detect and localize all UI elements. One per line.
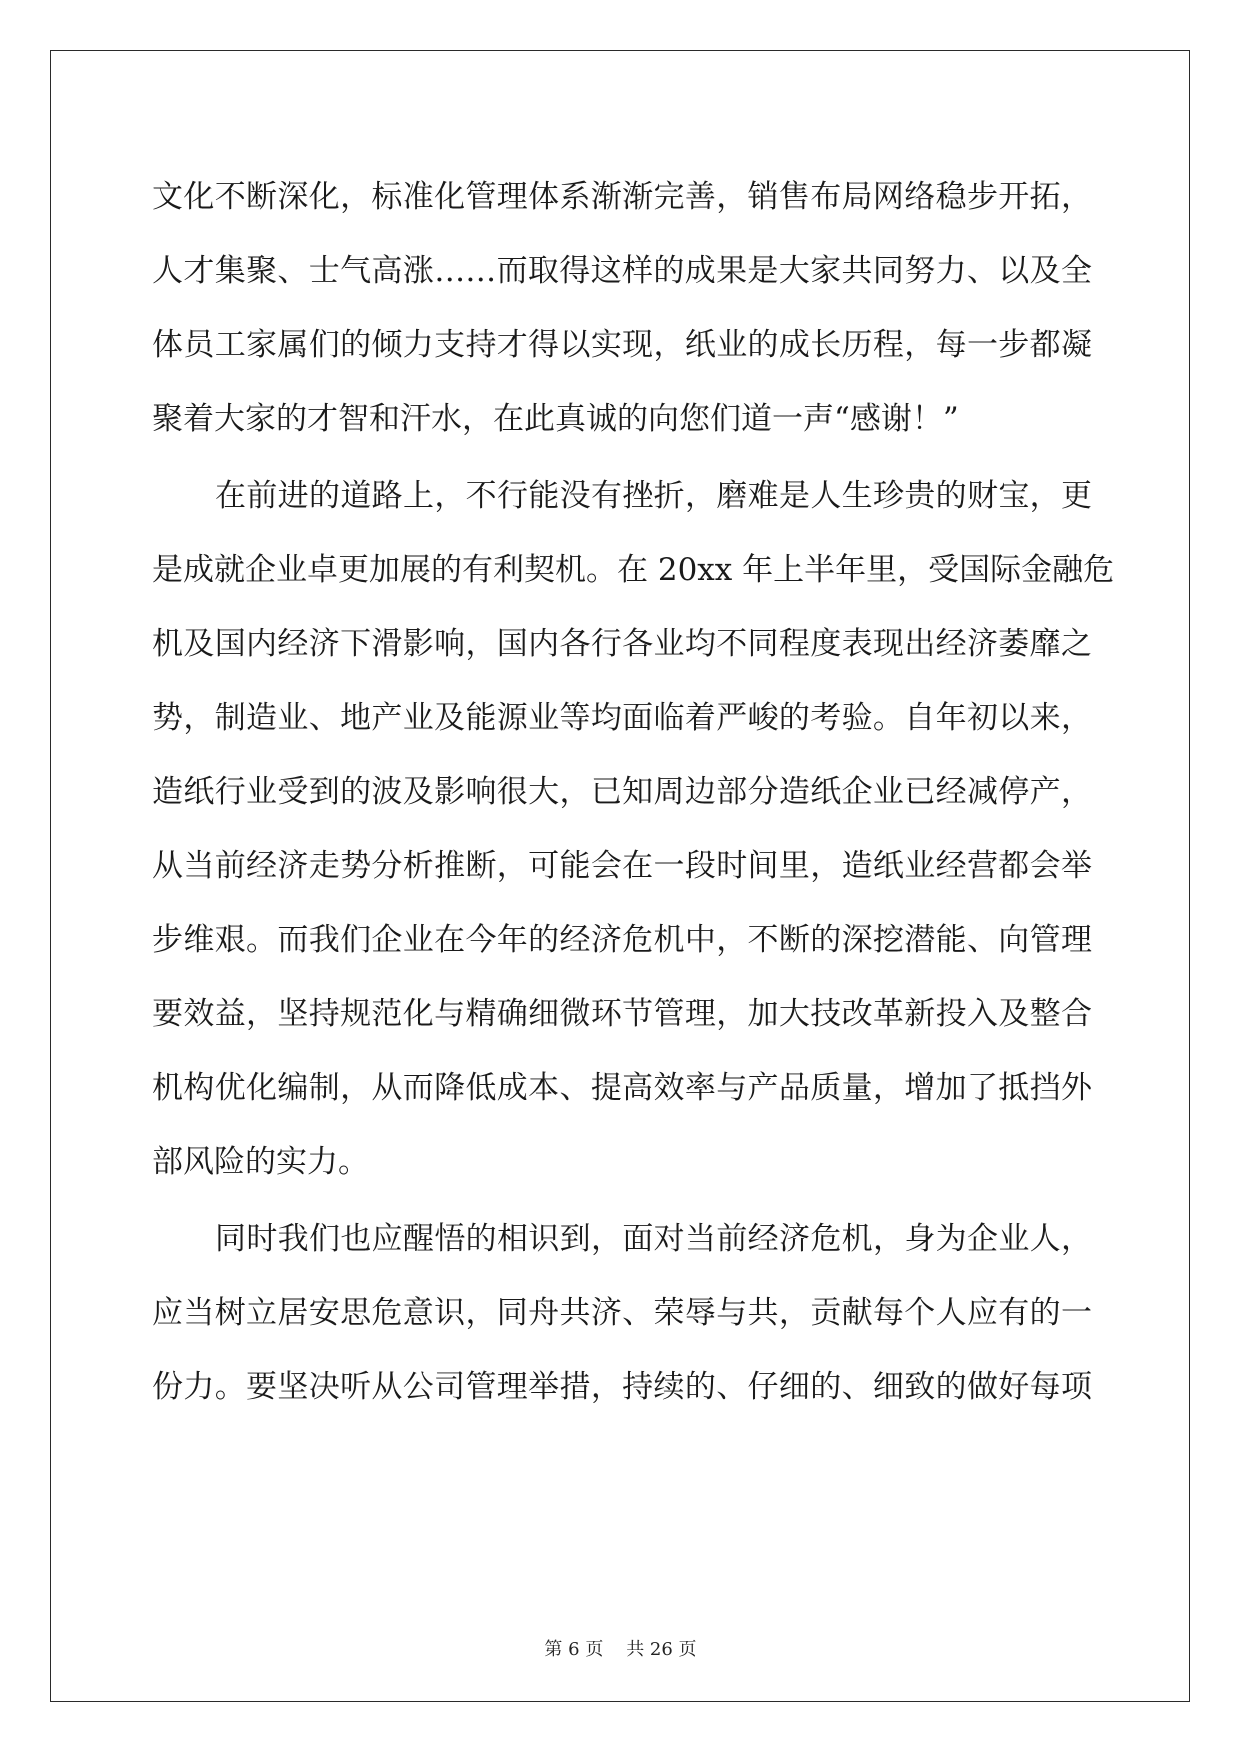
- text-line: 要效益，坚持规范化与精确细微环节管理，加大技改革新投入及整合: [152, 996, 1092, 1032]
- text-line: 部风险的实力。: [152, 1144, 369, 1180]
- text-line: 步维艰。而我们企业在今年的经济危机中，不断的深挖潜能、向管理: [152, 922, 1092, 958]
- text-line: 造纸行业受到的波及影响很大，已知周边部分造纸企业已经减停产，: [152, 774, 1092, 810]
- text-line: 同时我们也应醒悟的相识到，面对当前经济危机，身为企业人，: [215, 1221, 1092, 1257]
- page-number: 第 6 页 共 26 页: [544, 1639, 697, 1660]
- text-line: 势，制造业、地产业及能源业等均面临着严峻的考验。自年初以来，: [152, 700, 1092, 736]
- text-line: 聚着大家的才智和汗水，在此真诚的向您们道一声“感谢！”: [152, 401, 959, 437]
- text-line: 机构优化编制，从而降低成本、提高效率与产品质量，增加了抵挡外: [152, 1070, 1092, 1106]
- text-line: 份力。要坚决听从公司管理举措，持续的、仔细的、细致的做好每项: [152, 1369, 1092, 1405]
- text-line: 是成就企业卓更加展的有利契机。在 20xx 年上半年里，受国际金融危: [152, 552, 1115, 588]
- text-line: 在前进的道路上，不行能没有挫折，磨难是人生珍贵的财宝，更: [215, 478, 1092, 514]
- text-line: 应当树立居安思危意识，同舟共济、荣辱与共，贡献每个人应有的一: [152, 1295, 1092, 1331]
- text-line: 人才集聚、士气高涨……而取得这样的成果是大家共同努力、以及全: [152, 253, 1092, 289]
- page-footer: [0, 1638, 1241, 1662]
- text-line: 从当前经济走势分析推断，可能会在一段时间里，造纸业经营都会举: [152, 848, 1092, 884]
- text-line: 体员工家属们的倾力支持才得以实现，纸业的成长历程，每一步都凝: [152, 327, 1092, 363]
- text-line: 机及国内经济下滑影响，国内各行各业均不同程度表现出经济萎靡之: [152, 626, 1092, 662]
- text-line: 文化不断深化，标准化管理体系渐渐完善，销售布局网络稳步开拓，: [152, 179, 1092, 215]
